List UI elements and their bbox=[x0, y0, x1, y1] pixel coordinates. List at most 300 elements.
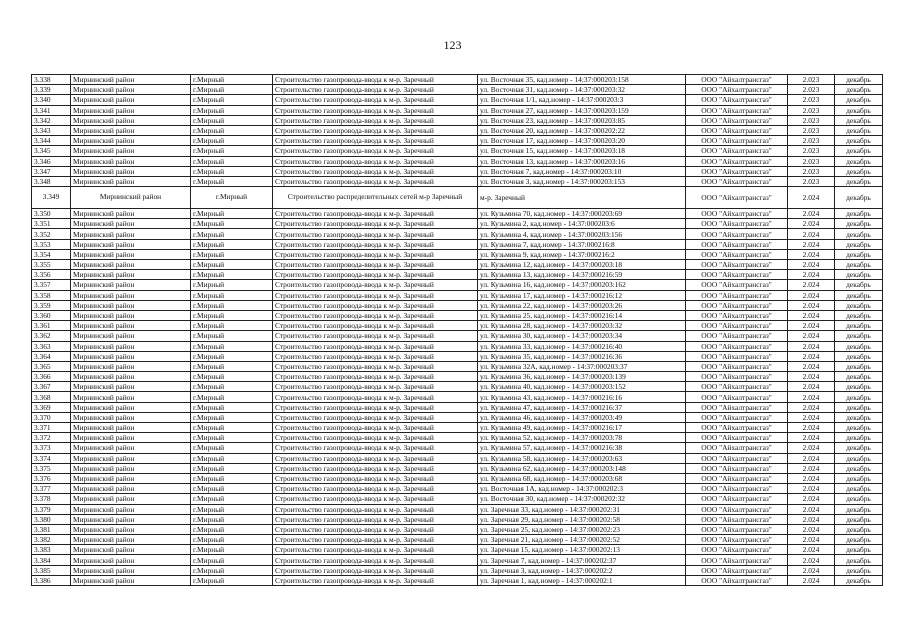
organization-cell: ООО "Айхалтрансгаз" bbox=[686, 249, 788, 259]
work-description-cell: Строительство газопровода-ввода к м-р. Заречный bbox=[273, 176, 478, 186]
work-description-cell: Строительство газопровода-ввода к м-р. Заречный bbox=[273, 209, 478, 219]
month-cell: декабрь bbox=[835, 187, 883, 209]
row-number-cell: 3.350 bbox=[32, 209, 71, 219]
table-row bbox=[32, 484, 883, 494]
district-cell: Мирнинский район bbox=[71, 85, 191, 95]
year-cell: 2.024 bbox=[788, 249, 835, 259]
district-cell: Мирнинский район bbox=[71, 75, 191, 85]
organization-cell: ООО "Айхалтрансгаз" bbox=[686, 484, 788, 494]
district-cell: Мирнинский район bbox=[71, 372, 191, 382]
city-cell: г.Мирный bbox=[191, 555, 273, 565]
district-cell: Мирнинский район bbox=[71, 494, 191, 504]
row-number-cell: 3.383 bbox=[32, 545, 71, 555]
year-cell: 2.024 bbox=[788, 473, 835, 483]
address-cell: ул. Восточная 7, кад.номер - 14:37:000203:10 bbox=[478, 166, 686, 176]
table-body bbox=[32, 75, 883, 586]
work-description-cell: Строительство газопровода-ввода к м-р. Заречный bbox=[273, 105, 478, 115]
work-description-cell: Строительство газопровода-ввода к м-р. Заречный bbox=[273, 351, 478, 361]
year-cell: 2.024 bbox=[788, 463, 835, 473]
year-cell: 2.024 bbox=[788, 209, 835, 219]
year-cell: 2.024 bbox=[788, 433, 835, 443]
address-cell: ул. Кузьмина 30, кад.номер - 14:37:000203:34 bbox=[478, 331, 686, 341]
month-cell: декабрь bbox=[835, 392, 883, 402]
organization-cell: ООО "Айхалтрансгаз" bbox=[686, 575, 788, 585]
work-description-cell: Строительство газопровода-ввода к м-р. Заречный bbox=[273, 423, 478, 433]
month-cell: декабрь bbox=[835, 125, 883, 135]
city-cell: г.Мирный bbox=[191, 239, 273, 249]
work-description-cell: Строительство газопровода-ввода к м-р. Заречный bbox=[273, 146, 478, 156]
city-cell: г.Мирный bbox=[191, 95, 273, 105]
month-cell: декабрь bbox=[835, 166, 883, 176]
works-table bbox=[31, 74, 883, 586]
district-cell: Мирнинский район bbox=[71, 555, 191, 565]
year-cell: 2.023 bbox=[788, 156, 835, 166]
row-number-cell: 3.382 bbox=[32, 535, 71, 545]
work-description-cell: Строительство газопровода-ввода к м-р. Заречный bbox=[273, 535, 478, 545]
city-cell: г.Мирный bbox=[191, 402, 273, 412]
district-cell: Мирнинский район bbox=[71, 310, 191, 320]
address-cell: ул. Кузьмина 52, кад.номер - 14:37:000203:78 bbox=[478, 433, 686, 443]
city-cell: г.Мирный bbox=[191, 463, 273, 473]
month-cell: декабрь bbox=[835, 176, 883, 186]
organization-cell: ООО "Айхалтрансгаз" bbox=[686, 372, 788, 382]
organization-cell: ООО "Айхалтрансгаз" bbox=[686, 75, 788, 85]
address-cell: ул. Кузьмина 40, кад.номер - 14:37:000203:152 bbox=[478, 382, 686, 392]
address-cell: ул. Кузьмина 16, кад.номер - 14:37:000203:162 bbox=[478, 280, 686, 290]
work-description-cell: Строительство газопровода-ввода к м-р. Заречный bbox=[273, 156, 478, 166]
work-description-cell: Строительство газопровода-ввода к м-р. Заречный bbox=[273, 545, 478, 555]
work-description-cell: Строительство газопровода-ввода к м-р. Заречный bbox=[273, 166, 478, 176]
organization-cell: ООО "Айхалтрансгаз" bbox=[686, 331, 788, 341]
row-number-cell: 3.349 bbox=[32, 187, 71, 209]
row-number-cell: 3.377 bbox=[32, 484, 71, 494]
table-row bbox=[32, 514, 883, 524]
year-cell: 2.024 bbox=[788, 270, 835, 280]
address-cell: ул. Кузьмина 13, кад.номер - 14:37:000216:59 bbox=[478, 270, 686, 280]
month-cell: декабрь bbox=[835, 372, 883, 382]
organization-cell: ООО "Айхалтрансгаз" bbox=[686, 504, 788, 514]
organization-cell: ООО "Айхалтрансгаз" bbox=[686, 392, 788, 402]
month-cell: декабрь bbox=[835, 555, 883, 565]
year-cell: 2.024 bbox=[788, 575, 835, 585]
row-number-cell: 3.370 bbox=[32, 412, 71, 422]
address-cell: ул. Кузьмина 70, кад.номер - 14:37:000203:69 bbox=[478, 209, 686, 219]
city-cell: г.Мирный bbox=[191, 176, 273, 186]
district-cell: Мирнинский район bbox=[71, 341, 191, 351]
work-description-cell: Строительство газопровода-ввода к м-р. Заречный bbox=[273, 270, 478, 280]
address-cell: ул. Кузьмина 28, кад.номер - 14:37:000203:32 bbox=[478, 321, 686, 331]
address-cell: ул. Кузьмина 46, кад.номер - 14:37:000203:49 bbox=[478, 412, 686, 422]
address-cell: ул. Кузьмина 68, кад.номер - 14:37:000203:68 bbox=[478, 473, 686, 483]
address-cell: ул. Заречная 15, кад.номер - 14:37:000202:13 bbox=[478, 545, 686, 555]
city-cell: г.Мирный bbox=[191, 115, 273, 125]
row-number-cell: 3.359 bbox=[32, 300, 71, 310]
table-row bbox=[32, 331, 883, 341]
city-cell: г.Мирный bbox=[191, 392, 273, 402]
table-row bbox=[32, 310, 883, 320]
row-number-cell: 3.346 bbox=[32, 156, 71, 166]
organization-cell: ООО "Айхалтрансгаз" bbox=[686, 229, 788, 239]
work-description-cell: Строительство газопровода-ввода к м-р. Заречный bbox=[273, 433, 478, 443]
organization-cell: ООО "Айхалтрансгаз" bbox=[686, 95, 788, 105]
table-row bbox=[32, 463, 883, 473]
city-cell: г.Мирный bbox=[191, 249, 273, 259]
address-cell: ул. Кузьмина 43, кад.номер - 14:37:000216:16 bbox=[478, 392, 686, 402]
district-cell: Мирнинский район bbox=[71, 219, 191, 229]
city-cell: г.Мирный bbox=[191, 290, 273, 300]
table-row bbox=[32, 433, 883, 443]
district-cell: Мирнинский район bbox=[71, 575, 191, 585]
organization-cell: ООО "Айхалтрансгаз" bbox=[686, 280, 788, 290]
address-cell: ул. Восточная 27, кад.номер - 14:37:000203:159 bbox=[478, 105, 686, 115]
city-cell: г.Мирный bbox=[191, 473, 273, 483]
city-cell: г.Мирный bbox=[191, 565, 273, 575]
address-cell: м-р. Заречный bbox=[478, 187, 686, 209]
work-description-cell: Строительство газопровода-ввода к м-р. Заречный bbox=[273, 300, 478, 310]
year-cell: 2.023 bbox=[788, 95, 835, 105]
row-number-cell: 3.365 bbox=[32, 361, 71, 371]
month-cell: декабрь bbox=[835, 321, 883, 331]
table-row bbox=[32, 219, 883, 229]
table-row bbox=[32, 382, 883, 392]
month-cell: декабрь bbox=[835, 423, 883, 433]
year-cell: 2.023 bbox=[788, 125, 835, 135]
row-number-cell: 3.351 bbox=[32, 219, 71, 229]
row-number-cell: 3.373 bbox=[32, 443, 71, 453]
district-cell: Мирнинский район bbox=[71, 290, 191, 300]
city-cell: г.Мирный bbox=[191, 300, 273, 310]
month-cell: декабрь bbox=[835, 575, 883, 585]
row-number-cell: 3.352 bbox=[32, 229, 71, 239]
month-cell: декабрь bbox=[835, 565, 883, 575]
month-cell: декабрь bbox=[835, 249, 883, 259]
year-cell: 2.024 bbox=[788, 412, 835, 422]
month-cell: декабрь bbox=[835, 310, 883, 320]
table-row bbox=[32, 473, 883, 483]
table-row bbox=[32, 402, 883, 412]
table-row bbox=[32, 300, 883, 310]
year-cell: 2.024 bbox=[788, 219, 835, 229]
year-cell: 2.023 bbox=[788, 105, 835, 115]
row-number-cell: 3.375 bbox=[32, 463, 71, 473]
table-row bbox=[32, 535, 883, 545]
row-number-cell: 3.364 bbox=[32, 351, 71, 361]
district-cell: Мирнинский район bbox=[71, 260, 191, 270]
month-cell: декабрь bbox=[835, 115, 883, 125]
address-cell: ул. Кузьмина 4, кад.номер - 14:37:000203:156 bbox=[478, 229, 686, 239]
row-number-cell: 3.362 bbox=[32, 331, 71, 341]
row-number-cell: 3.376 bbox=[32, 473, 71, 483]
table-row bbox=[32, 361, 883, 371]
district-cell: Мирнинский район bbox=[71, 105, 191, 115]
month-cell: декабрь bbox=[835, 473, 883, 483]
address-cell: ул. Заречная 29, кад.номер - 14:37:000202:58 bbox=[478, 514, 686, 524]
address-cell: ул. Восточная 13, кад.номер - 14:37:000203:16 bbox=[478, 156, 686, 166]
row-number-cell: 3.386 bbox=[32, 575, 71, 585]
city-cell: г.Мирный bbox=[191, 331, 273, 341]
address-cell: ул. Заречная 1, кад.номер - 14:37:000202:1 bbox=[478, 575, 686, 585]
row-number-cell: 3.371 bbox=[32, 423, 71, 433]
year-cell: 2.023 bbox=[788, 85, 835, 95]
work-description-cell: Строительство газопровода-ввода к м-р. Заречный bbox=[273, 412, 478, 422]
city-cell: г.Мирный bbox=[191, 545, 273, 555]
month-cell: декабрь bbox=[835, 443, 883, 453]
district-cell: Мирнинский район bbox=[71, 249, 191, 259]
district-cell: Мирнинский район bbox=[71, 504, 191, 514]
organization-cell: ООО "Айхалтрансгаз" bbox=[686, 270, 788, 280]
organization-cell: ООО "Айхалтрансгаз" bbox=[686, 494, 788, 504]
year-cell: 2.024 bbox=[788, 423, 835, 433]
city-cell: г.Мирный bbox=[191, 514, 273, 524]
address-cell: ул. Кузьмина 25, кад.номер - 14:37:000216:14 bbox=[478, 310, 686, 320]
year-cell: 2.024 bbox=[788, 290, 835, 300]
month-cell: декабрь bbox=[835, 514, 883, 524]
organization-cell: ООО "Айхалтрансгаз" bbox=[686, 321, 788, 331]
work-description-cell: Строительство газопровода-ввода к м-р. Заречный bbox=[273, 555, 478, 565]
table-row bbox=[32, 565, 883, 575]
table-row bbox=[32, 260, 883, 270]
work-description-cell: Строительство газопровода-ввода к м-р. Заречный bbox=[273, 382, 478, 392]
row-number-cell: 3.369 bbox=[32, 402, 71, 412]
work-description-cell: Строительство газопровода-ввода к м-р. Заречный bbox=[273, 125, 478, 135]
year-cell: 2.023 bbox=[788, 136, 835, 146]
year-cell: 2.024 bbox=[788, 229, 835, 239]
row-number-cell: 3.354 bbox=[32, 249, 71, 259]
table-row bbox=[32, 239, 883, 249]
year-cell: 2.023 bbox=[788, 115, 835, 125]
city-cell: г.Мирный bbox=[191, 382, 273, 392]
city-cell: г.Мирный bbox=[191, 351, 273, 361]
month-cell: декабрь bbox=[835, 136, 883, 146]
address-cell: ул. Кузьмина 2, кад.номер - 14:37:000203:6 bbox=[478, 219, 686, 229]
month-cell: декабрь bbox=[835, 351, 883, 361]
organization-cell: ООО "Айхалтрансгаз" bbox=[686, 341, 788, 351]
city-cell: г.Мирный bbox=[191, 166, 273, 176]
district-cell: Мирнинский район bbox=[71, 270, 191, 280]
address-cell: ул. Кузьмина 22, кад.номер - 14:37:000203:26 bbox=[478, 300, 686, 310]
city-cell: г.Мирный bbox=[191, 105, 273, 115]
table-row bbox=[32, 229, 883, 239]
month-cell: декабрь bbox=[835, 229, 883, 239]
table-row bbox=[32, 136, 883, 146]
organization-cell: ООО "Айхалтрансгаз" bbox=[686, 473, 788, 483]
organization-cell: ООО "Айхалтрансгаз" bbox=[686, 535, 788, 545]
year-cell: 2.024 bbox=[788, 351, 835, 361]
work-description-cell: Строительство газопровода-ввода к м-р. Заречный bbox=[273, 229, 478, 239]
work-description-cell: Строительство газопровода-ввода к м-р. Заречный bbox=[273, 484, 478, 494]
month-cell: декабрь bbox=[835, 280, 883, 290]
year-cell: 2.024 bbox=[788, 310, 835, 320]
year-cell: 2.024 bbox=[788, 300, 835, 310]
month-cell: декабрь bbox=[835, 484, 883, 494]
row-number-cell: 3.360 bbox=[32, 310, 71, 320]
table-row bbox=[32, 249, 883, 259]
address-cell: ул. Заречная 33, кад.номер - 14:37:000202:31 bbox=[478, 504, 686, 514]
table-row bbox=[32, 85, 883, 95]
year-cell: 2.024 bbox=[788, 535, 835, 545]
month-cell: декабрь bbox=[835, 260, 883, 270]
city-cell: г.Мирный bbox=[191, 85, 273, 95]
city-cell: г.Мирный bbox=[191, 494, 273, 504]
year-cell: 2.024 bbox=[788, 514, 835, 524]
city-cell: г.Мирный bbox=[191, 209, 273, 219]
row-number-cell: 3.358 bbox=[32, 290, 71, 300]
organization-cell: ООО "Айхалтрансгаз" bbox=[686, 115, 788, 125]
row-number-cell: 3.338 bbox=[32, 75, 71, 85]
organization-cell: ООО "Айхалтрансгаз" bbox=[686, 382, 788, 392]
city-cell: г.Мирный bbox=[191, 280, 273, 290]
organization-cell: ООО "Айхалтрансгаз" bbox=[686, 514, 788, 524]
month-cell: декабрь bbox=[835, 219, 883, 229]
table-row bbox=[32, 341, 883, 351]
city-cell: г.Мирный bbox=[191, 146, 273, 156]
month-cell: декабрь bbox=[835, 239, 883, 249]
organization-cell: ООО "Айхалтрансгаз" bbox=[686, 239, 788, 249]
organization-cell: ООО "Айхалтрансгаз" bbox=[686, 453, 788, 463]
address-cell: ул. Восточная 15, кад.номер - 14:37:000203:18 bbox=[478, 146, 686, 156]
table-row bbox=[32, 166, 883, 176]
city-cell: г.Мирный bbox=[191, 136, 273, 146]
work-description-cell: Строительство газопровода-ввода к м-р. Заречный bbox=[273, 453, 478, 463]
district-cell: Мирнинский район bbox=[71, 136, 191, 146]
work-description-cell: Строительство газопровода-ввода к м-р. Заречный bbox=[273, 575, 478, 585]
work-description-cell: Строительство газопровода-ввода к м-р. Заречный bbox=[273, 290, 478, 300]
address-cell: ул. Кузьмина 32А, кад.номер - 14:37:000203:37 bbox=[478, 361, 686, 371]
work-description-cell: Строительство газопровода-ввода к м-р. Заречный bbox=[273, 402, 478, 412]
address-cell: ул. Кузьмина 12, кад.номер - 14:37:000203:18 bbox=[478, 260, 686, 270]
city-cell: г.Мирный bbox=[191, 125, 273, 135]
year-cell: 2.024 bbox=[788, 494, 835, 504]
row-number-cell: 3.379 bbox=[32, 504, 71, 514]
year-cell: 2.024 bbox=[788, 392, 835, 402]
table-row bbox=[32, 423, 883, 433]
table-row bbox=[32, 75, 883, 85]
district-cell: Мирнинский район bbox=[71, 412, 191, 422]
city-cell: г.Мирный bbox=[191, 453, 273, 463]
work-description-cell: Строительство газопровода-ввода к м-р. Заречный bbox=[273, 136, 478, 146]
row-number-cell: 3.372 bbox=[32, 433, 71, 443]
row-number-cell: 3.368 bbox=[32, 392, 71, 402]
address-cell: ул. Кузьмина 9, кад.номер - 14:37:000216:2 bbox=[478, 249, 686, 259]
address-cell: ул. Восточная 23, кад.номер - 14:37:000203:85 bbox=[478, 115, 686, 125]
row-number-cell: 3.343 bbox=[32, 125, 71, 135]
city-cell: г.Мирный bbox=[191, 260, 273, 270]
month-cell: декабрь bbox=[835, 85, 883, 95]
district-cell: Мирнинский район bbox=[71, 146, 191, 156]
address-cell: ул. Восточная 3, кад.номер - 14:37:000203:153 bbox=[478, 176, 686, 186]
table-row bbox=[32, 412, 883, 422]
address-cell: ул. Восточная 17, кад.номер - 14:37:000203:20 bbox=[478, 136, 686, 146]
organization-cell: ООО "Айхалтрансгаз" bbox=[686, 136, 788, 146]
year-cell: 2.024 bbox=[788, 239, 835, 249]
city-cell: г.Мирный bbox=[191, 372, 273, 382]
year-cell: 2.024 bbox=[788, 545, 835, 555]
district-cell: Мирнинский район bbox=[71, 535, 191, 545]
address-cell: ул. Восточная 1/1, кад.номер - 14:37:000203:3 bbox=[478, 95, 686, 105]
table-row bbox=[32, 105, 883, 115]
table-row bbox=[32, 555, 883, 565]
year-cell: 2.024 bbox=[788, 524, 835, 534]
row-number-cell: 3.340 bbox=[32, 95, 71, 105]
city-cell: г.Мирный bbox=[191, 270, 273, 280]
month-cell: декабрь bbox=[835, 361, 883, 371]
table-row bbox=[32, 443, 883, 453]
table-row bbox=[32, 95, 883, 105]
city-cell: г.Мирный bbox=[191, 321, 273, 331]
year-cell: 2.023 bbox=[788, 166, 835, 176]
district-cell: Мирнинский район bbox=[71, 453, 191, 463]
work-description-cell: Строительство газопровода-ввода к м-р. Заречный bbox=[273, 331, 478, 341]
district-cell: Мирнинский район bbox=[71, 239, 191, 249]
row-number-cell: 3.361 bbox=[32, 321, 71, 331]
year-cell: 2.024 bbox=[788, 341, 835, 351]
work-description-cell: Строительство газопровода-ввода к м-р. Заречный bbox=[273, 494, 478, 504]
work-description-cell: Строительство газопровода-ввода к м-р. Заречный bbox=[273, 524, 478, 534]
organization-cell: ООО "Айхалтрансгаз" bbox=[686, 219, 788, 229]
row-number-cell: 3.347 bbox=[32, 166, 71, 176]
year-cell: 2.024 bbox=[788, 555, 835, 565]
month-cell: декабрь bbox=[835, 209, 883, 219]
month-cell: декабрь bbox=[835, 433, 883, 443]
year-cell: 2.024 bbox=[788, 321, 835, 331]
month-cell: декабрь bbox=[835, 463, 883, 473]
district-cell: Мирнинский район bbox=[71, 229, 191, 239]
district-cell: Мирнинский район bbox=[71, 280, 191, 290]
district-cell: Мирнинский район bbox=[71, 209, 191, 219]
month-cell: декабрь bbox=[835, 382, 883, 392]
district-cell: Мирнинский район bbox=[71, 484, 191, 494]
row-number-cell: 3.344 bbox=[32, 136, 71, 146]
table-row bbox=[32, 351, 883, 361]
month-cell: декабрь bbox=[835, 105, 883, 115]
table-row bbox=[32, 453, 883, 463]
district-cell: Мирнинский район bbox=[71, 473, 191, 483]
year-cell: 2.024 bbox=[788, 443, 835, 453]
district-cell: Мирнинский район bbox=[71, 176, 191, 186]
month-cell: декабрь bbox=[835, 341, 883, 351]
organization-cell: ООО "Айхалтрансгаз" bbox=[686, 187, 788, 209]
year-cell: 2.023 bbox=[788, 146, 835, 156]
organization-cell: ООО "Айхалтрансгаз" bbox=[686, 412, 788, 422]
organization-cell: ООО "Айхалтрансгаз" bbox=[686, 290, 788, 300]
table-row bbox=[32, 290, 883, 300]
address-cell: ул. Восточная 31, кад.номер - 14:37:000203:32 bbox=[478, 85, 686, 95]
row-number-cell: 3.366 bbox=[32, 372, 71, 382]
year-cell: 2.023 bbox=[788, 176, 835, 186]
month-cell: декабрь bbox=[835, 524, 883, 534]
table-row bbox=[32, 280, 883, 290]
address-cell: ул. Заречная 25, кад.номер - 14:37:000202:23 bbox=[478, 524, 686, 534]
month-cell: декабрь bbox=[835, 504, 883, 514]
year-cell: 2.024 bbox=[788, 372, 835, 382]
row-number-cell: 3.385 bbox=[32, 565, 71, 575]
year-cell: 2.024 bbox=[788, 382, 835, 392]
row-number-cell: 3.355 bbox=[32, 260, 71, 270]
address-cell: ул. Восточная 35, кад.номер - 14:37:000203:158 bbox=[478, 75, 686, 85]
address-cell: ул. Кузьмина 36, кад.номер - 14:37:000203:139 bbox=[478, 372, 686, 382]
row-number-cell: 3.342 bbox=[32, 115, 71, 125]
table-row bbox=[32, 209, 883, 219]
district-cell: Мирнинский район bbox=[71, 565, 191, 575]
table-row bbox=[32, 372, 883, 382]
address-cell: ул. Заречная 21, кад.номер - 14:37:000202:52 bbox=[478, 535, 686, 545]
year-cell: 2.024 bbox=[788, 361, 835, 371]
month-cell: декабрь bbox=[835, 270, 883, 280]
district-cell: Мирнинский район bbox=[71, 382, 191, 392]
month-cell: декабрь bbox=[835, 545, 883, 555]
city-cell: г.Мирный bbox=[191, 524, 273, 534]
work-description-cell: Строительство газопровода-ввода к м-р. Заречный bbox=[273, 115, 478, 125]
